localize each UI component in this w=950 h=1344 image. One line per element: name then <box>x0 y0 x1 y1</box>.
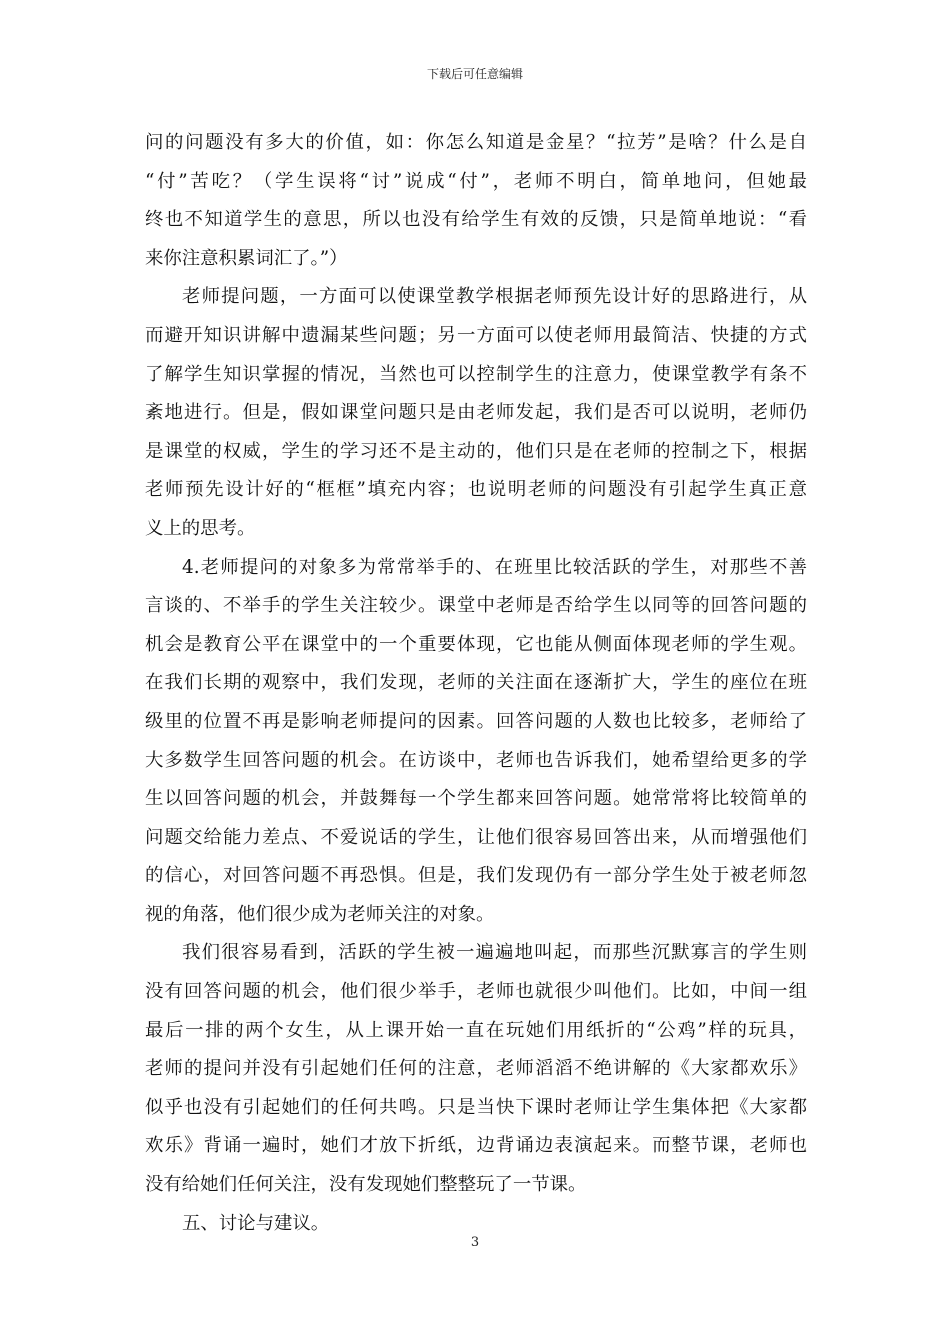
text-line: 老师预先设计好的“框框”填充内容；也说明老师的问题没有引起学生真正意 <box>145 479 807 501</box>
text-line: 大多数学生回答问题的机会。在访谈中，老师也告诉我们，她希望给更多的学 <box>145 749 807 771</box>
text-line: 是课堂的权威，学生的学习还不是主动的，他们只是在老师的控制之下，根据 <box>145 440 807 462</box>
text-line: 欢乐》背诵一遍时，她们才放下折纸，边背诵边表演起来。而整节课，老师也 <box>145 1135 807 1157</box>
text-line: 老师的提问并没有引起她们任何的注意，老师滔滔不绝讲解的《大家都欢乐》 <box>145 1058 807 1080</box>
text-line: 问的问题没有多大的价值，如：你怎么知道是金星？“拉芳”是啥？什么是自 <box>145 132 807 153</box>
paragraph-continuation <box>145 124 807 278</box>
text-line: 终也不知道学生的意思，所以也没有给学生有效的反馈，只是简单地说：“看 <box>145 209 807 231</box>
text-line: 紊地进行。但是，假如课堂问题只是由老师发起，我们是否可以说明，老师仍 <box>145 402 807 424</box>
paragraph-point-4 <box>145 549 807 935</box>
text-line: 我们很容易看到，活跃的学生被一遍遍地叫起，而那些沉默寡言的学生则 <box>182 942 807 964</box>
text-line: 言谈的、不举手的学生关注较少。课堂中老师是否给学生以同等的回答问题的 <box>145 595 807 617</box>
text-line: 来你注意积累词汇了。”） <box>145 247 348 269</box>
text-line: 级里的位置不再是影响老师提问的因素。回答问题的人数也比较多，老师给了 <box>145 710 807 732</box>
body-text <box>145 124 807 1243</box>
text-line: 视的角落，他们很少成为老师关注的对象。 <box>145 903 495 925</box>
text-line: 在我们长期的观察中，我们发现，老师的关注面在逐渐扩大，学生的座位在班 <box>145 672 807 694</box>
text-line: 机会是教育公平在课堂中的一个重要体现，它也能从侧面体现老师的学生观。 <box>145 633 807 655</box>
paragraph-observation <box>145 934 807 1204</box>
text-line: 老师提问题，一方面可以使课堂教学根据老师预先设计好的思路进行，从 <box>182 286 807 308</box>
paragraph-teacher-questions <box>145 278 807 548</box>
text-line: 4.老师提问的对象多为常常举手的、在班里比较活跃的学生，对那些不善 <box>182 556 807 578</box>
page-number: 3 <box>470 1235 480 1250</box>
text-line: “付”苦吃？（学生误将“讨”说成“付”，老师不明白，简单地问，但她最 <box>145 170 807 192</box>
text-line: 问题交给能力差点、不爱说话的学生，让他们很容易回答出来，从而增强他们 <box>145 826 807 848</box>
text-line: 义上的思考。 <box>145 517 256 539</box>
text-line: 生以回答问题的机会，并鼓舞每一个学生都来回答问题。她常常将比较简单的 <box>145 788 807 810</box>
text-line: 五、讨论与建议。 <box>182 1212 330 1234</box>
text-line: 而避开知识讲解中遗漏某些问题；另一方面可以使老师用最简洁、快捷的方式 <box>145 324 807 346</box>
text-line: 似乎也没有引起她们的任何共鸣。只是当快下课时老师让学生集体把《大家都 <box>145 1096 807 1118</box>
text-line: 没有给她们任何关注，没有发现她们整整玩了一节课。 <box>145 1174 587 1196</box>
text-line: 了解学生知识掌握的情况，当然也可以控制学生的注意力，使课堂教学有条不 <box>145 363 807 385</box>
text-line: 最后一排的两个女生，从上课开始一直在玩她们用纸折的“公鸡”样的玩具， <box>145 1019 807 1041</box>
page-header: 下载后可任意编辑 <box>426 67 523 81</box>
text-line: 没有回答问题的机会，他们很少举手，老师也就很少叫他们。比如，中间一组 <box>145 981 807 1003</box>
text-line: 的信心，对回答问题不再恐惧。但是，我们发现仍有一部分学生处于被老师忽 <box>145 865 807 887</box>
